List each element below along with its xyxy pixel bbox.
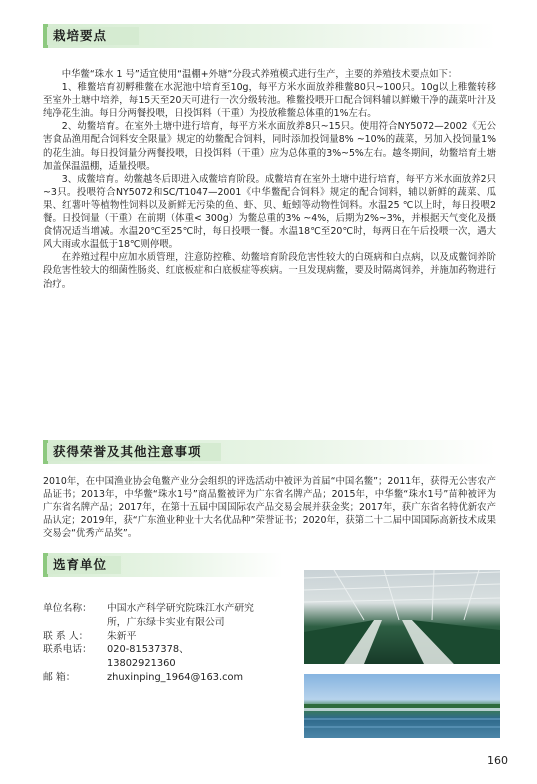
info-row-unit <box>43 602 288 630</box>
section-title-cultivation: 栽培要点 <box>47 27 139 45</box>
email-label: 邮 箱： <box>43 671 76 683</box>
greenhouse-photo <box>304 570 500 664</box>
cultivation-paragraph-adult: 3、成鳖培育。幼鳖越冬后即进入成鳖培育阶段。成鳖培育在室外土塘中进行培育，每平方米水面放养2只~3只。投喂符合NY5072和SC/T1047—2001《中华鳖配合饲料》规定的配合饲料，辅以新鲜的蔬菜、瓜果、红薯叶等植物性饲料以及新鲜无污染的鱼、虾、贝、蚯蚓等动物性饲料。水温25 ℃以上时，每日投喂2餐。日投饲量（干重）在前期（体重< 300g）为鳖总重的3% ~4%，后期为2%~3%，并根据天气变化及摄食情况适当增减。水温20℃至25℃时，每日投喂一餐。水温18℃至20℃时，每两日在午后投喂一次，遇大风大雨或水温低于18℃则停喂。 <box>43 173 496 251</box>
pond-photo <box>304 674 500 738</box>
info-row-email <box>43 671 288 685</box>
phone-value-landline: 020-81537378、 <box>107 644 189 656</box>
phone-values <box>107 643 257 671</box>
unit-label: 单位名称： <box>43 603 92 614</box>
email-value: zhuxinping_1964@163.com <box>107 671 244 683</box>
unit-value: 中国水产科学研究院珠江水产研究所，广东绿卡实业有限公司 <box>107 603 254 628</box>
breeder-info <box>43 602 288 685</box>
section-header-cultivation <box>43 24 496 48</box>
cultivation-paragraph-juvenile: 2、幼鳖培育。在室外土塘中进行培育，每平方米水面放养8只~15只。使用符合NY5072—2002《无公害食品渔用配合饲料安全限量》规定的幼鳖配合饲料，同时添加投饲量8% ~10%的蔬菜，另加入投饲量1%的花生油。每日投饲量分两餐投喂，日投饵料（干重）应为总体重的3%~5%左右。越冬期间，幼鳖培育土塘加盖保温温棚，适量投喂。 <box>43 121 496 172</box>
honors-body <box>43 475 496 540</box>
cultivation-paragraph-intro: 中华鳖“珠水 1 号”适宜使用“温棚+外塘”分段式养殖模式进行生产，主要的养殖技术要点如下： <box>61 69 458 80</box>
cultivation-paragraph-disease: 在养殖过程中应加水质管理，注意防控稚、幼鳖培育阶段危害性较大的白斑病和白点病，以及成鳖饲养阶段危害性较大的细菌性肠炎、红底板症和白底板症等疾病。一旦发现病鳖，要及时隔离饲养，并施加药物进行治疗。 <box>43 252 496 290</box>
contact-label: 联 系 人： <box>43 630 89 642</box>
phone-label: 联系电话： <box>43 644 92 656</box>
section-title-breeder: 选育单位 <box>47 556 121 574</box>
phone-value-mobile: 13802921360 <box>107 658 176 670</box>
section-title-honors: 获得荣誉及其他注意事项 <box>47 443 221 461</box>
pond-illustration <box>304 674 500 738</box>
page-number: 160 <box>487 754 508 767</box>
cultivation-body <box>43 68 496 291</box>
info-row-contact <box>43 630 288 644</box>
contact-value: 朱新平 <box>107 630 137 642</box>
honors-paragraph: 2010年，在中国渔业协会龟鳖产业分会组织的评选活动中被评为首届“中国名鳖”；2011年，获得无公害农产品证书；2013年，中华鳖“珠水1号”商品鳖被评为广东省名牌产品；2015年，中华鳖“珠水1号”苗种被评为广东省名牌产品；2017年，在第十五届中国国际农产品交易会展并获金奖；2017年，获广东省名特优新农产品认定；2019年，获“广东渔业种业十大名优品种”荣誉证书；2020年，获第二十二届中国国际高新技术成果交易会“优秀产品奖”。 <box>43 476 496 540</box>
cultivation-paragraph-hatchling: 1、稚鳖培育初孵稚鳖在水泥池中培育至10g，每平方米水面放养稚鳖80只~100只。10g以上稚鳖转移至室外土塘中培养，每15天至20天可进行一次分级转池。稚鳖投喂开口配合饲料辅以鲜嫩干净的蔬菜叶汁及纯净花生油。每日分两餐投喂，日投饵料（干重）为投放稚鳖总体重的1%左右。 <box>43 82 496 120</box>
section-header-breeder <box>43 553 283 577</box>
info-row-phone <box>43 643 288 671</box>
section-header-honors <box>43 440 496 464</box>
greenhouse-illustration <box>304 570 500 664</box>
